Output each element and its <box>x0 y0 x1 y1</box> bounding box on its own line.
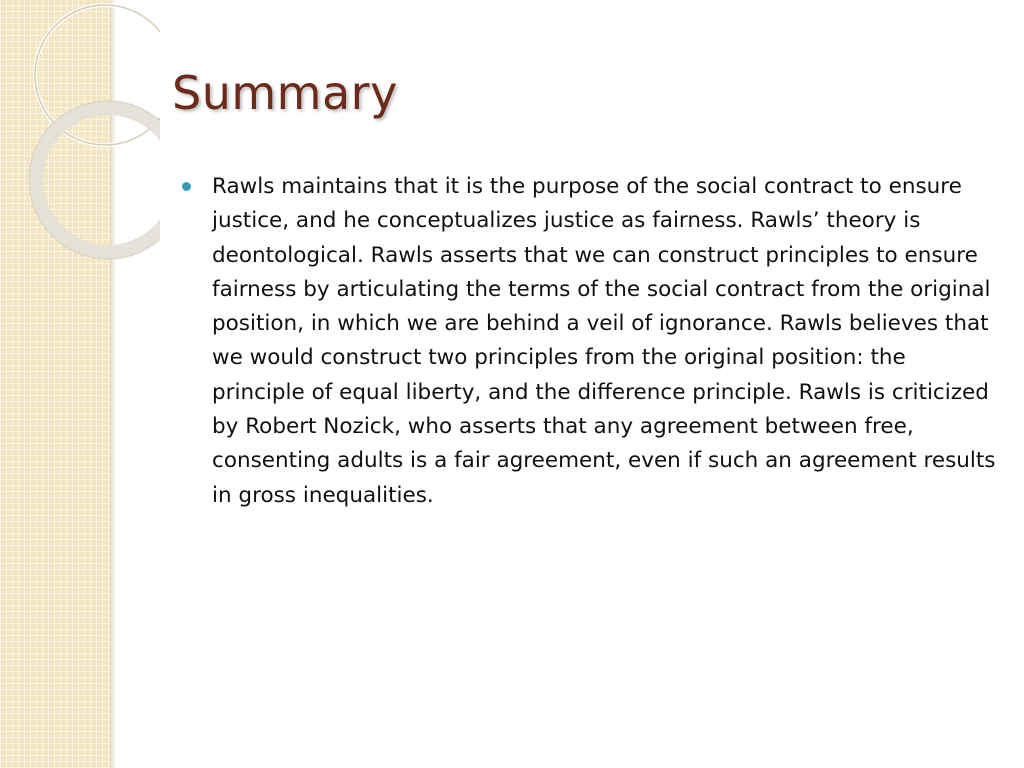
bullet-icon <box>182 182 191 191</box>
decorative-rings-icon <box>0 0 160 260</box>
list-item <box>182 170 997 513</box>
page-title: Summary <box>172 66 398 120</box>
bullet-text: Rawls maintains that it is the purpose of the social contract to ensure justice, and he conceptualizes justice as fairness. Rawls’ theory is deontological. Rawls asserts that we can construct principles to ensure fairness by articulating the terms of the social contract from the original position, in which we are behind a veil of ignorance. Rawls believes that we would construct two principles from the original position: the principle of equal liberty, and the difference principle. Rawls is criticized by Robert Nozick, who asserts that any agreement between free, consenting adults is a fair agreement, even if such an agreement results in gross inequalities. <box>212 174 996 508</box>
bullet-list <box>182 170 997 513</box>
